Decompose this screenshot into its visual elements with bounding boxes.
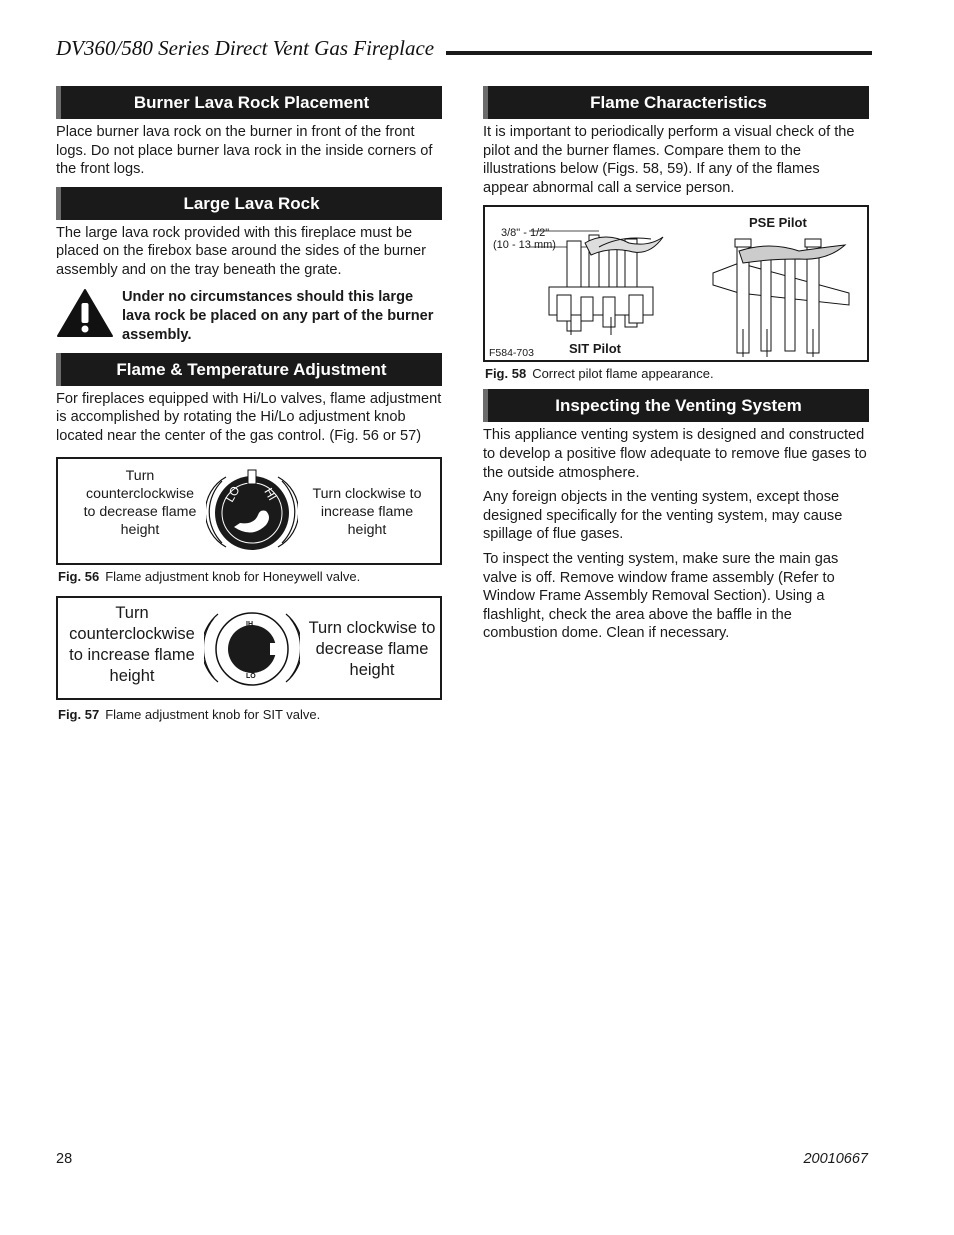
sit-knob [204, 604, 300, 694]
warning-block [56, 288, 442, 345]
fig56-right-label: Turn clockwise to increase flame height [312, 486, 422, 539]
fig58-code: F584-703 [489, 347, 534, 360]
flame-temp-text: For fireplaces equipped with Hi/Lo valves, flame adjustment is accomplished by rotating the Hi/Lo adjustment knob located near the center of the gas control. (Fig. 56 or 57) [56, 390, 442, 444]
fig57-caption-num: Fig. 57 [58, 707, 100, 723]
figure-58 [483, 205, 869, 362]
fig58-caption-num: Fig. 58 [485, 366, 527, 382]
fig57-left-label: Turn counterclockwise to increase flame height [69, 604, 195, 686]
large-lava-text: The large lava rock provided with this fireplace must be placed on the firebox base around the sides of the burner assembly and on the tray beneath the grate. [56, 224, 426, 278]
sit-pilot-label: SIT Pilot [569, 341, 621, 357]
sit-pilot-drawing [529, 217, 689, 339]
fig57-knob-lo-label: LO [246, 673, 256, 681]
fig58-caption [485, 366, 869, 381]
fig57-knob-hi-label: IH [246, 621, 253, 629]
fig57-caption-text: Flame adjustment knob for SIT valve. [105, 707, 321, 723]
left-column [56, 86, 442, 722]
venting-text-2: Any foreign objects in the venting system, except those designed specifically for the venting system, may cause spillage of flue gases. [483, 489, 843, 543]
pse-pilot-label: PSE Pilot [749, 215, 807, 231]
fig57-caption [58, 707, 442, 722]
fig56-caption [58, 569, 442, 584]
svg-text:LO: LO [222, 483, 243, 505]
warning-icon [56, 288, 114, 338]
fig58-dimension: 3/8" - 1/2" [501, 227, 550, 240]
venting-text-1: This appliance venting system is designed and constructed to develop a positive flow adequate to remove flue gases to the outside atmosphere. [483, 427, 867, 481]
fig56-caption-text: Flame adjustment knob for Honeywell valve. [105, 569, 361, 585]
fig56-caption-num: Fig. 56 [58, 569, 100, 585]
right-column [483, 86, 869, 643]
figure-56 [56, 457, 442, 565]
header-rule [446, 51, 872, 55]
section-heading-large-lava: Large Lava Rock [56, 187, 442, 220]
honeywell-knob [206, 465, 298, 559]
fig57-right-label: Turn clockwise to decrease flame height [308, 619, 436, 680]
burner-lava-text: Place burner lava rock on the burner in front of the front logs. Do not place burner lava rock in the inside corners of the front logs. [56, 124, 433, 178]
section-heading-flame-temp: Flame & Temperature Adjustment [56, 353, 442, 386]
section-heading-burner-lava: Burner Lava Rock Placement [56, 86, 442, 119]
section-heading-flame-char: Flame Characteristics [483, 86, 869, 119]
figure-57 [56, 596, 442, 700]
fig56-left-label: Turn counterclockwise to decrease flame height [83, 468, 197, 539]
fig58-dimension-mm: (10 - 13 mm) [493, 239, 556, 252]
fig58-caption-text: Correct pilot flame appearance. [532, 366, 714, 382]
warning-text: Under no circumstances should this large lava rock be placed on any part of the burner assembly. [122, 288, 434, 343]
page-number: 28 [56, 1151, 73, 1167]
document-number: 20010667 [803, 1151, 868, 1167]
document-title: DV360/580 Series Direct Vent Gas Fireplace [56, 36, 435, 60]
section-heading-venting: Inspecting the Venting System [483, 389, 869, 422]
svg-text:HI: HI [261, 485, 280, 504]
pse-pilot-drawing [709, 233, 857, 359]
venting-text-3: To inspect the venting system, make sure the main gas valve is off. Remove window frame assembly (Refer to Window Frame Assembly Removal Section). Using a flashlight, check the area above the baffle in the combustion dome. Clean if necessary. [483, 550, 839, 642]
flame-char-text: It is important to periodically perform a visual check of the pilot and the burner flames. Compare them to the illustrations below (Figs. 58, 59). If any of the flames appear abnormal call a service person. [483, 124, 855, 196]
